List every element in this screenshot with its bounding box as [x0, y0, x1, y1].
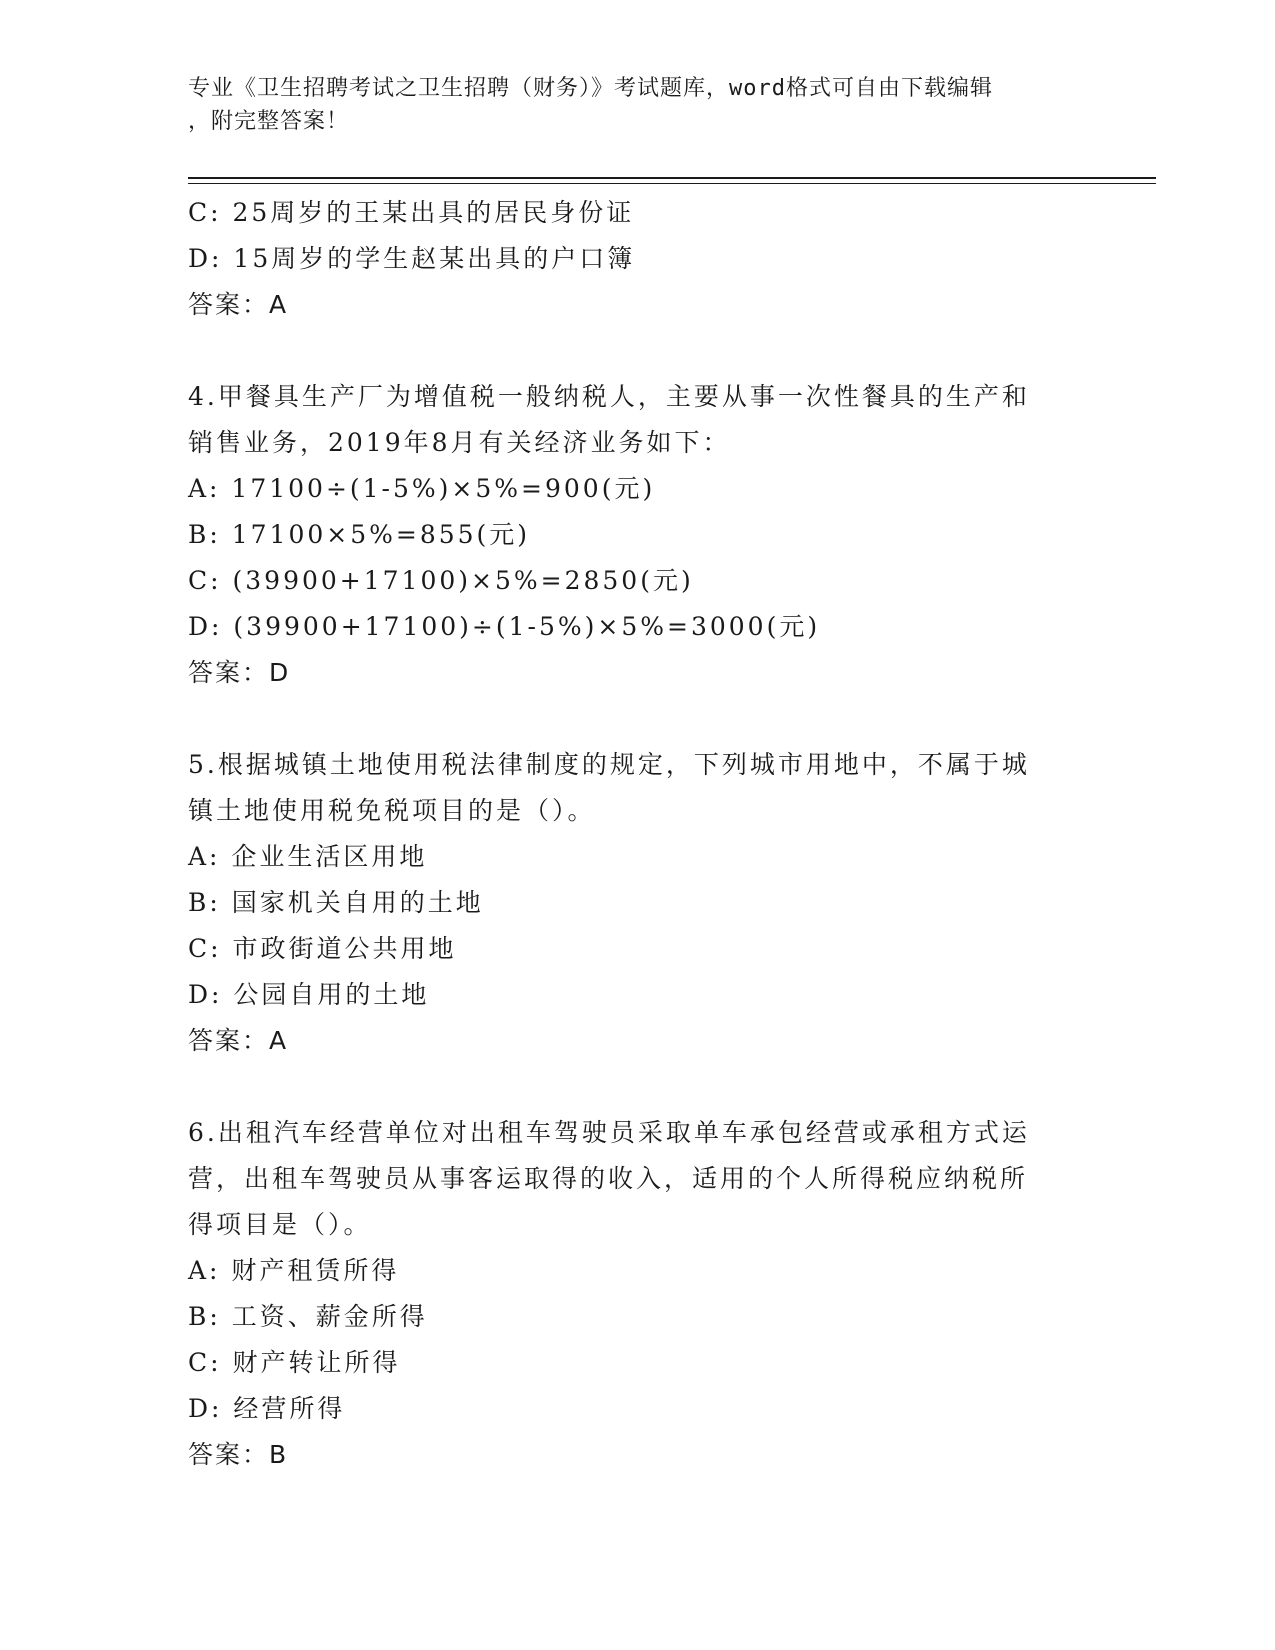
question-3 [188, 190, 1068, 328]
question-stem-line: 销售业务，2019年8月有关经济业务如下： [188, 428, 731, 457]
question-stem-line: 6.出租汽车经营单位对出租车驾驶员采取单车承包经营或承租方式运 [188, 1118, 1030, 1147]
document-header [188, 72, 1068, 138]
option-d: D: 经营所得 [188, 1394, 346, 1423]
option-b: B: 国家机关自用的土地 [188, 888, 484, 917]
option-d: D: (39900+17100)÷(1-5%)×5%=3000(元) [188, 612, 821, 641]
question-stem-line: 得项目是（）。 [188, 1210, 372, 1239]
question-list [188, 190, 1068, 1478]
header-divider-thin [188, 183, 1156, 184]
option-c: C: 25周岁的王某出具的居民身份证 [188, 198, 635, 227]
spacer [188, 328, 1068, 374]
question-stem-line: 5.根据城镇土地使用税法律制度的规定，下列城市用地中，不属于城 [188, 750, 1030, 779]
question-5 [188, 742, 1068, 1064]
answer-line: 答案：B [188, 1440, 289, 1469]
option-c: C: 财产转让所得 [188, 1348, 401, 1377]
header-line-2: ，附完整答案！ [188, 109, 350, 134]
option-b: B: 17100×5%=855(元) [188, 520, 531, 549]
option-c: C: (39900+17100)×5%=2850(元) [188, 566, 694, 595]
question-stem-line: 4.甲餐具生产厂为增值税一般纳税人，主要从事一次性餐具的生产和 [188, 382, 1030, 411]
question-6 [188, 1110, 1068, 1478]
option-c: C: 市政街道公共用地 [188, 934, 457, 963]
header-line-1: 专业《卫生招聘考试之卫生招聘（财务）》考试题库，word格式可自由下载编辑 [188, 76, 993, 101]
option-d: D: 公园自用的土地 [188, 980, 430, 1009]
question-4 [188, 374, 1068, 696]
spacer [188, 1064, 1068, 1110]
spacer [188, 696, 1068, 742]
option-b: B: 工资、薪金所得 [188, 1302, 428, 1331]
answer-line: 答案：A [188, 290, 289, 319]
option-a: A: 17100÷(1-5%)×5%=900(元) [188, 474, 656, 503]
question-stem-line: 营，出租车驾驶员从事客运取得的收入，适用的个人所得税应纳税所 [188, 1164, 1029, 1193]
option-d: D: 15周岁的学生赵某出具的户口簿 [188, 244, 636, 273]
option-a: A: 企业生活区用地 [188, 842, 428, 871]
answer-line: 答案：A [188, 1026, 289, 1055]
question-stem-line: 镇土地使用税免税项目的是（）。 [188, 796, 596, 825]
answer-line: 答案：D [188, 658, 291, 687]
option-a: A: 财产租赁所得 [188, 1256, 400, 1285]
header-divider-thick [188, 177, 1156, 179]
